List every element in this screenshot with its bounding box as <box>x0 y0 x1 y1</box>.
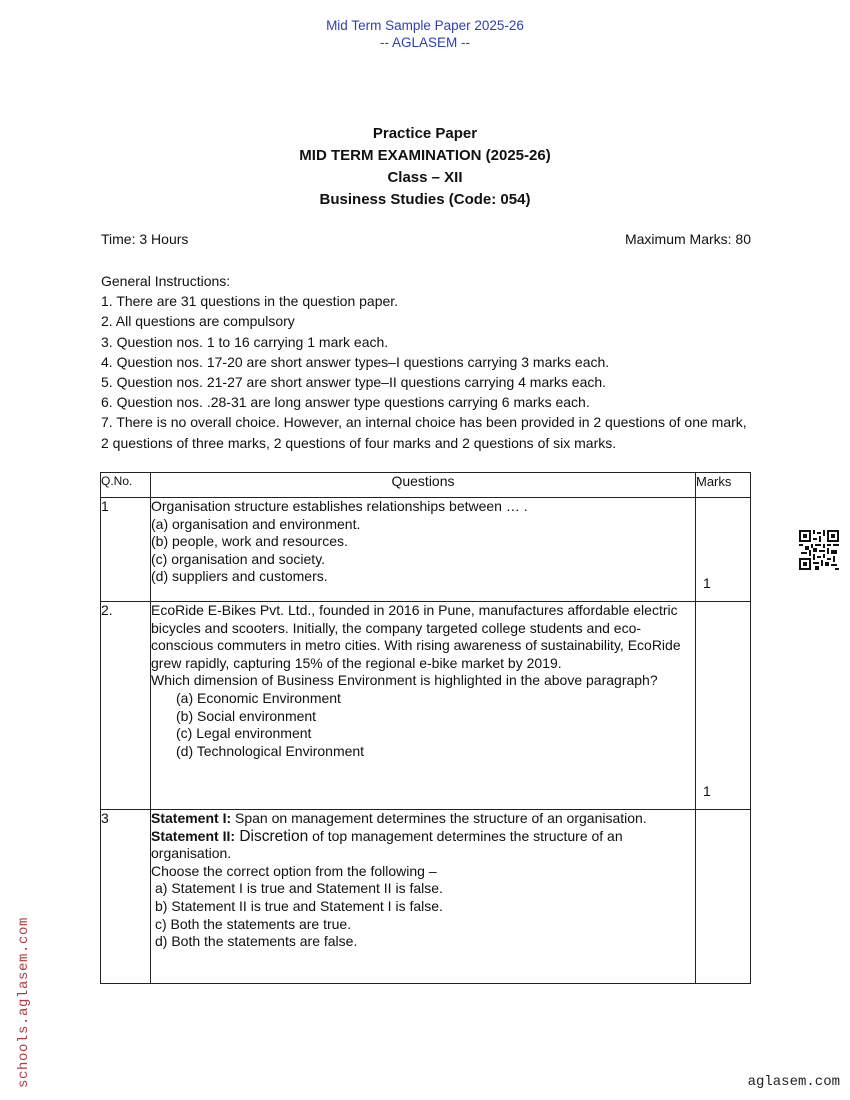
qr-code-graphic <box>799 530 839 570</box>
instruction-item: 3. Question nos. 1 to 16 carrying 1 mark each. <box>101 333 389 350</box>
option: (a) Economic Environment <box>176 689 341 706</box>
time-label: Time: 3 Hours <box>101 231 189 247</box>
table-header-row <box>101 473 751 498</box>
watermark-line-2: -- AGLASEM -- <box>379 35 470 50</box>
mark-value: 1 <box>703 575 711 592</box>
question-number: 3 <box>101 810 151 984</box>
option: (d) Technological Environment <box>176 742 365 759</box>
question-prompt: Which dimension of Business Environment is highlighted in the above paragraph? <box>151 672 658 689</box>
option: (b) people, work and resources. <box>151 533 348 550</box>
max-marks-label: Maximum Marks: 80 <box>624 231 751 247</box>
option: b) Statement II is true and Statement I is false. <box>155 897 443 914</box>
statement-2-label: Statement II: <box>151 827 236 844</box>
general-instructions <box>101 271 751 453</box>
top-watermark <box>0 17 850 51</box>
question-text <box>151 498 696 602</box>
mark-value: 1 <box>703 783 711 800</box>
option: c) Both the statements are true. <box>155 915 352 932</box>
meta-row <box>101 231 751 247</box>
option: (c) Legal environment <box>176 725 312 742</box>
table-row <box>101 602 751 810</box>
question-text <box>151 602 696 810</box>
statement-1-text: Span on management determines the structure of an organisation. <box>231 810 647 826</box>
side-watermark: schools.aglasem.com <box>16 916 32 1088</box>
option: (a) organisation and environment. <box>151 515 361 532</box>
table-row <box>101 810 751 984</box>
option: (b) Social environment <box>176 707 317 724</box>
statement-2-keyword: Discretion <box>235 827 309 845</box>
header-line-3: Class – XII <box>387 169 463 186</box>
question-number: 1 <box>101 498 151 602</box>
question-text <box>151 810 696 984</box>
header-questions: Questions <box>151 473 696 498</box>
bottom-watermark: aglasem.com <box>747 1074 840 1090</box>
statement-2 <box>151 828 695 863</box>
question-prompt: Choose the correct option from the following – <box>151 862 437 879</box>
paper-header <box>0 123 850 211</box>
marks-cell <box>696 602 751 810</box>
qr-code-icon <box>799 530 839 570</box>
instruction-item: 1. There are 31 questions in the question paper. <box>101 293 399 310</box>
question-number: 2. <box>101 602 151 810</box>
instruction-item: 6. Question nos. .28-31 are long answer type questions carrying 6 marks each. <box>101 394 590 411</box>
statement-1-label: Statement I: <box>151 810 232 826</box>
instruction-item: 4. Question nos. 17-20 are short answer types–I questions carrying 3 marks each. <box>101 353 610 370</box>
header-line-1: Practice Paper <box>372 125 478 142</box>
instruction-item: 7. There is no overall choice. However, an internal choice has been provided in 2 questions of one mark, 2 questions of three marks, 2 questions of four marks and 2 questions of six marks. <box>101 414 747 451</box>
option: (d) suppliers and customers. <box>151 568 328 585</box>
statement-1 <box>151 810 695 828</box>
instruction-item: 5. Question nos. 21-27 are short answer type–II questions carrying 4 marks each. <box>101 374 607 391</box>
table-row <box>101 498 751 602</box>
marks-cell <box>696 498 751 602</box>
instruction-item: 2. All questions are compulsory <box>101 313 295 330</box>
header-line-2: MID TERM EXAMINATION (2025-26) <box>299 147 551 164</box>
statement-2-text: of top management determines the structure of an organisation. <box>151 827 623 862</box>
marks-cell <box>696 810 751 984</box>
option: (c) organisation and society. <box>151 550 326 567</box>
header-line-4: Business Studies (Code: 054) <box>319 191 531 208</box>
questions-table <box>100 472 751 984</box>
header-marks: Marks <box>696 473 751 498</box>
watermark-line-1: Mid Term Sample Paper 2025-26 <box>326 18 524 33</box>
option: d) Both the statements are false. <box>155 933 358 950</box>
instructions-title: General Instructions: <box>101 273 231 289</box>
option: a) Statement I is true and Statement II is false. <box>155 880 443 897</box>
header-qno: Q.No. <box>101 473 151 498</box>
question-passage: EcoRide E-Bikes Pvt. Ltd., founded in 2016 in Pune, manufactures affordable electric bicycles and scooters. Initially, the company targeted college students and eco-conscious commuters in metro cities. With rising awareness of sustainability, EcoRide grew rapidly, capturing 15% of the regional e-bike market by 2019. <box>151 602 681 671</box>
question-stem: Organisation structure establishes relationships between … . <box>151 498 528 514</box>
